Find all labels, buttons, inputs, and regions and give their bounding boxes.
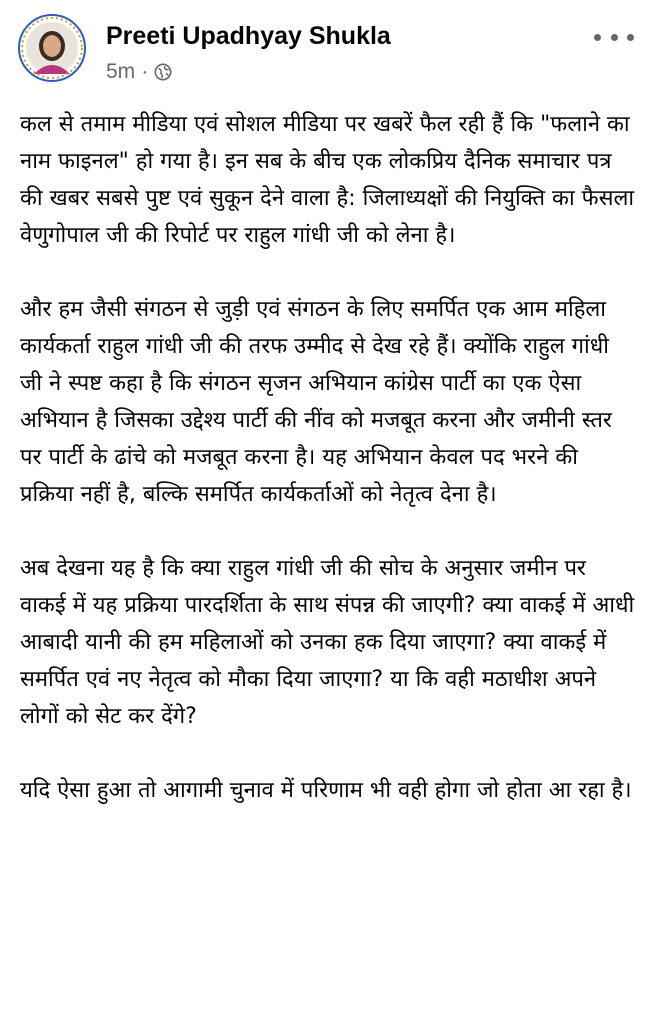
post-text [20, 106, 636, 846]
dot [611, 34, 618, 41]
author-name[interactable]: Preeti Upadhyay Shukla [106, 22, 391, 50]
meta-separator: · [141, 60, 149, 83]
avatar[interactable] [18, 14, 86, 82]
post-paragraph-4: यदि ऐसा हुआ तो आगामी चुनाव में परिणाम भी वही होगा जो होता आ रहा है। [20, 778, 632, 803]
dot [627, 34, 634, 41]
post-header [0, 0, 648, 100]
dot [594, 34, 601, 41]
post-paragraph-2: और हम जैसी संगठन से जुड़ी एवं संगठन के लिए समर्पित एक आम महिला कार्यकर्ता राहुल गांधी जी की तरफ उम्मीद से देख रहे हैं। क्योंकि राहुल गांधी जी ने स्पष्ट कहा है कि संगठन सृजन अभियान कांग्रेस पार्टी का एक ऐसा अभियान है जिसका उद्देश्य पार्टी की नींव को मजबूत करना और जमीनी स्तर पर पार्टी के ढांचे को मजबूत करना है। यह अभियान केवल पद भरने की प्रक्रिया नहीं है, बल्कि समर्पित कार्यकर्ताओं को नेतृत्व देना है। [20, 297, 612, 507]
profile-photo [20, 16, 84, 80]
globe-icon[interactable] [154, 63, 172, 81]
post-paragraph-1: कल से तमाम मीडिया एवं सोशल मीडिया पर खबरें फैल रही हैं कि "फलाने का नाम फाइनल" हो गया है। इन सब के बीच एक लोकप्रिय दैनिक समाचार पत्र की खबर सबसे पुष्ट एवं सुकून देने वाला है: जिलाध्यक्षों की नियुक्ति का फैसला वेणुगोपाल जी की रिपोर्ट पर राहुल गांधी जी को लेना है। [20, 112, 635, 248]
more-options-icon[interactable] [594, 22, 634, 52]
post-time[interactable]: 5m [106, 60, 136, 83]
post-paragraph-3: अब देखना यह है कि क्या राहुल गांधी जी की सोच के अनुसार जमीन पर वाकई में यह प्रक्रिया पारदर्शिता के साथ संपन्न की जाएगी? क्या वाकई में आधी आबादी यानी की हम महिलाओं को उनका हक दिया जाएगा? क्या वाकई में समर्पित एवं नए नेतृत्व को मौका दिया जाएगा? या कि वही मठाधीश अपने लोगों को सेट कर देंगे? [20, 556, 635, 729]
post-meta [106, 60, 172, 84]
